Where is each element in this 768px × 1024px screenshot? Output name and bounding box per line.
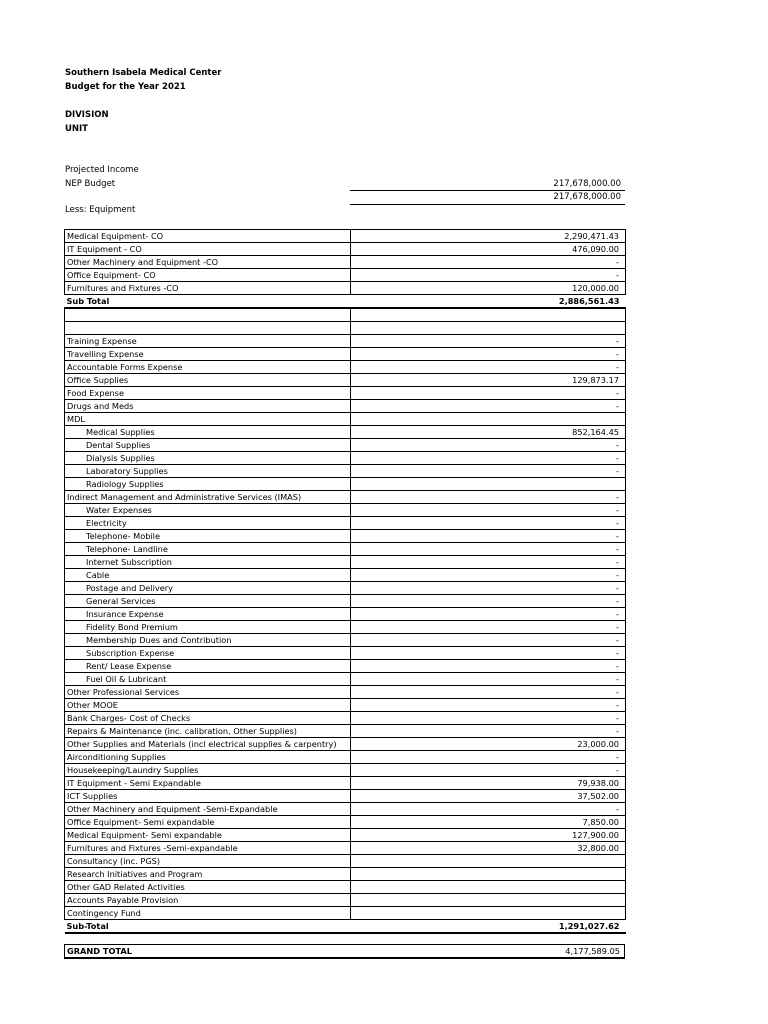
row-value: 37,502.00 <box>351 790 626 803</box>
table-row <box>65 647 626 660</box>
row-value: 476,090.00 <box>351 243 626 256</box>
table-row <box>65 282 626 295</box>
table-row <box>65 556 626 569</box>
table-row <box>65 413 626 426</box>
table-row <box>65 894 626 907</box>
table-row <box>65 387 626 400</box>
mooe-subtotal-section <box>65 920 626 934</box>
row-label: Telephone- Landline <box>65 543 351 556</box>
unit-label: UNIT <box>65 124 88 134</box>
table-row <box>65 881 626 894</box>
row-value: - <box>351 569 626 582</box>
table-row <box>65 595 626 608</box>
row-value: - <box>351 530 626 543</box>
nep-budget-value: 217,678,000.00 <box>553 179 621 189</box>
row-label: MDL <box>65 413 351 426</box>
table-row <box>65 243 626 256</box>
table-row <box>65 530 626 543</box>
row-label: Office Equipment- CO <box>65 269 351 282</box>
spacer-row <box>65 308 626 322</box>
row-value: - <box>351 543 626 556</box>
mooe-section <box>65 335 626 920</box>
row-value: 23,000.00 <box>351 738 626 751</box>
row-label: Consultancy (inc. PGS) <box>65 855 351 868</box>
row-label: Other Supplies and Materials (incl electrical supplies & carpentry) <box>65 738 351 751</box>
table-row <box>65 842 626 855</box>
row-value: - <box>351 361 626 374</box>
row-value: - <box>351 686 626 699</box>
row-label: IT Equipment - CO <box>65 243 351 256</box>
table-row <box>65 777 626 790</box>
row-value: - <box>351 452 626 465</box>
table-row <box>65 230 626 243</box>
row-value: - <box>351 647 626 660</box>
row-label: Membership Dues and Contribution <box>65 634 351 647</box>
row-label: Medical Equipment- CO <box>65 230 351 243</box>
row-value: - <box>351 465 626 478</box>
row-value <box>351 478 626 491</box>
row-label: Other Machinery and Equipment -CO <box>65 256 351 269</box>
table-row <box>65 256 626 269</box>
table-row <box>65 335 626 348</box>
table-row <box>65 543 626 556</box>
table-row <box>65 269 626 282</box>
row-value <box>351 413 626 426</box>
income-rule-bottom <box>350 204 625 205</box>
table-row <box>65 634 626 647</box>
table-row <box>65 673 626 686</box>
row-label: ICT Supplies <box>65 790 351 803</box>
row-value: - <box>351 608 626 621</box>
row-label: Airconditioning Supplies <box>65 751 351 764</box>
mooe-subtotal-value: 1,291,027.62 <box>351 920 626 934</box>
document-title: Budget for the Year 2021 <box>65 82 186 92</box>
row-value: - <box>351 387 626 400</box>
row-label: Accounts Payable Provision <box>65 894 351 907</box>
row-label: Furnitures and Fixtures -CO <box>65 282 351 295</box>
table-row <box>65 816 626 829</box>
row-label: Insurance Expense <box>65 608 351 621</box>
budget-table <box>64 229 626 934</box>
row-label: Repairs & Maintenance (inc. calibration, Other Supplies) <box>65 725 351 738</box>
row-value: - <box>351 595 626 608</box>
table-row <box>65 426 626 439</box>
row-value: - <box>351 400 626 413</box>
spacer-cell <box>65 322 351 335</box>
spacer-cell <box>65 308 351 322</box>
row-label: Office Supplies <box>65 374 351 387</box>
row-value <box>351 907 626 920</box>
table-row <box>65 868 626 881</box>
row-label: Accountable Forms Expense <box>65 361 351 374</box>
row-value: - <box>351 634 626 647</box>
row-label: Dental Supplies <box>65 439 351 452</box>
table-row <box>65 348 626 361</box>
equipment-section <box>65 230 626 295</box>
table-row <box>65 790 626 803</box>
row-value: 79,938.00 <box>351 777 626 790</box>
row-label: Internet Subscription <box>65 556 351 569</box>
row-value <box>351 881 626 894</box>
row-value: - <box>351 764 626 777</box>
table-row <box>65 621 626 634</box>
row-label: Medical Equipment- Semi expandable <box>65 829 351 842</box>
row-value: - <box>351 517 626 530</box>
row-label: Contingency Fund <box>65 907 351 920</box>
row-value: - <box>351 491 626 504</box>
grand-total-label: GRAND TOTAL <box>67 946 132 956</box>
row-value: - <box>351 348 626 361</box>
row-label: Fidelity Bond Premium <box>65 621 351 634</box>
row-label: Laboratory Supplies <box>65 465 351 478</box>
row-label: Cable <box>65 569 351 582</box>
row-value: - <box>351 504 626 517</box>
table-row <box>65 855 626 868</box>
row-value: 852,164.45 <box>351 426 626 439</box>
row-label: Other Machinery and Equipment -Semi-Expandable <box>65 803 351 816</box>
projected-income-label: Projected Income <box>65 165 139 175</box>
row-label: Dialysis Supplies <box>65 452 351 465</box>
row-label: Travelling Expense <box>65 348 351 361</box>
table-row <box>65 491 626 504</box>
equipment-subtotal-label: Sub Total <box>65 295 351 309</box>
table-row <box>65 452 626 465</box>
row-value: - <box>351 660 626 673</box>
row-value: - <box>351 256 626 269</box>
row-label: Medical Supplies <box>65 426 351 439</box>
equipment-subtotal-row <box>65 295 626 309</box>
table-row <box>65 608 626 621</box>
row-label: Other MOOE <box>65 699 351 712</box>
row-value: - <box>351 582 626 595</box>
row-value: - <box>351 673 626 686</box>
spacer-cell <box>351 308 626 322</box>
row-label: Fuel Oil & Lubricant <box>65 673 351 686</box>
row-label: Radiology Supplies <box>65 478 351 491</box>
table-row <box>65 712 626 725</box>
table-row <box>65 465 626 478</box>
equipment-subtotal-section <box>65 295 626 335</box>
row-label: Rent/ Lease Expense <box>65 660 351 673</box>
income-total-value: 217,678,000.00 <box>553 192 621 202</box>
table-row <box>65 582 626 595</box>
row-value: - <box>351 725 626 738</box>
org-name: Southern Isabela Medical Center <box>65 68 222 78</box>
row-value <box>351 894 626 907</box>
row-value: - <box>351 751 626 764</box>
table-row <box>65 738 626 751</box>
row-value: - <box>351 803 626 816</box>
row-value: - <box>351 556 626 569</box>
row-value <box>351 855 626 868</box>
table-row <box>65 829 626 842</box>
row-label: IT Equipment - Semi Expandable <box>65 777 351 790</box>
equipment-subtotal-value: 2,886,561.43 <box>351 295 626 309</box>
row-label: Subscription Expense <box>65 647 351 660</box>
income-rule <box>350 190 625 191</box>
row-value: - <box>351 712 626 725</box>
table-row <box>65 660 626 673</box>
row-value: 7,850.00 <box>351 816 626 829</box>
table-row <box>65 439 626 452</box>
row-value: 127,900.00 <box>351 829 626 842</box>
row-value: - <box>351 335 626 348</box>
row-label: Other Professional Services <box>65 686 351 699</box>
row-label: Furnitures and Fixtures -Semi-expandable <box>65 842 351 855</box>
row-label: Food Expense <box>65 387 351 400</box>
table-row <box>65 907 626 920</box>
row-label: Telephone- Mobile <box>65 530 351 543</box>
row-label: Other GAD Related Activities <box>65 881 351 894</box>
mooe-subtotal-row <box>65 920 626 934</box>
spacer-cell <box>351 322 626 335</box>
row-label: Electricity <box>65 517 351 530</box>
grand-total-value: 4,177,589.05 <box>565 946 620 956</box>
row-label: Training Expense <box>65 335 351 348</box>
row-label: Research Initiatives and Program <box>65 868 351 881</box>
row-value: 120,000.00 <box>351 282 626 295</box>
row-label: Drugs and Meds <box>65 400 351 413</box>
table-row <box>65 699 626 712</box>
row-value: - <box>351 269 626 282</box>
table-row <box>65 686 626 699</box>
table-row <box>65 569 626 582</box>
table-row <box>65 764 626 777</box>
division-label: DIVISION <box>65 110 109 120</box>
less-equipment-label: Less: Equipment <box>65 205 136 215</box>
row-label: Office Equipment- Semi expandable <box>65 816 351 829</box>
table-row <box>65 517 626 530</box>
nep-budget-label: NEP Budget <box>65 179 116 189</box>
row-value: - <box>351 699 626 712</box>
table-row <box>65 725 626 738</box>
table-row <box>65 478 626 491</box>
table-row <box>65 803 626 816</box>
table-row <box>65 361 626 374</box>
row-value: - <box>351 621 626 634</box>
row-value <box>351 868 626 881</box>
mooe-subtotal-label: Sub-Total <box>65 920 351 934</box>
row-label: Housekeeping/Laundry Supplies <box>65 764 351 777</box>
row-value: 129,873.17 <box>351 374 626 387</box>
table-row <box>65 400 626 413</box>
table-row <box>65 374 626 387</box>
table-row <box>65 504 626 517</box>
table-row <box>65 751 626 764</box>
row-label: Bank Charges- Cost of Checks <box>65 712 351 725</box>
row-label: General Services <box>65 595 351 608</box>
row-value: - <box>351 439 626 452</box>
row-value: 2,290,471.43 <box>351 230 626 243</box>
grand-total-row <box>64 944 625 959</box>
row-label: Postage and Delivery <box>65 582 351 595</box>
spacer-row <box>65 322 626 335</box>
row-label: Indirect Management and Administrative Services (IMAS) <box>65 491 351 504</box>
row-value: 32,800.00 <box>351 842 626 855</box>
row-label: Water Expenses <box>65 504 351 517</box>
